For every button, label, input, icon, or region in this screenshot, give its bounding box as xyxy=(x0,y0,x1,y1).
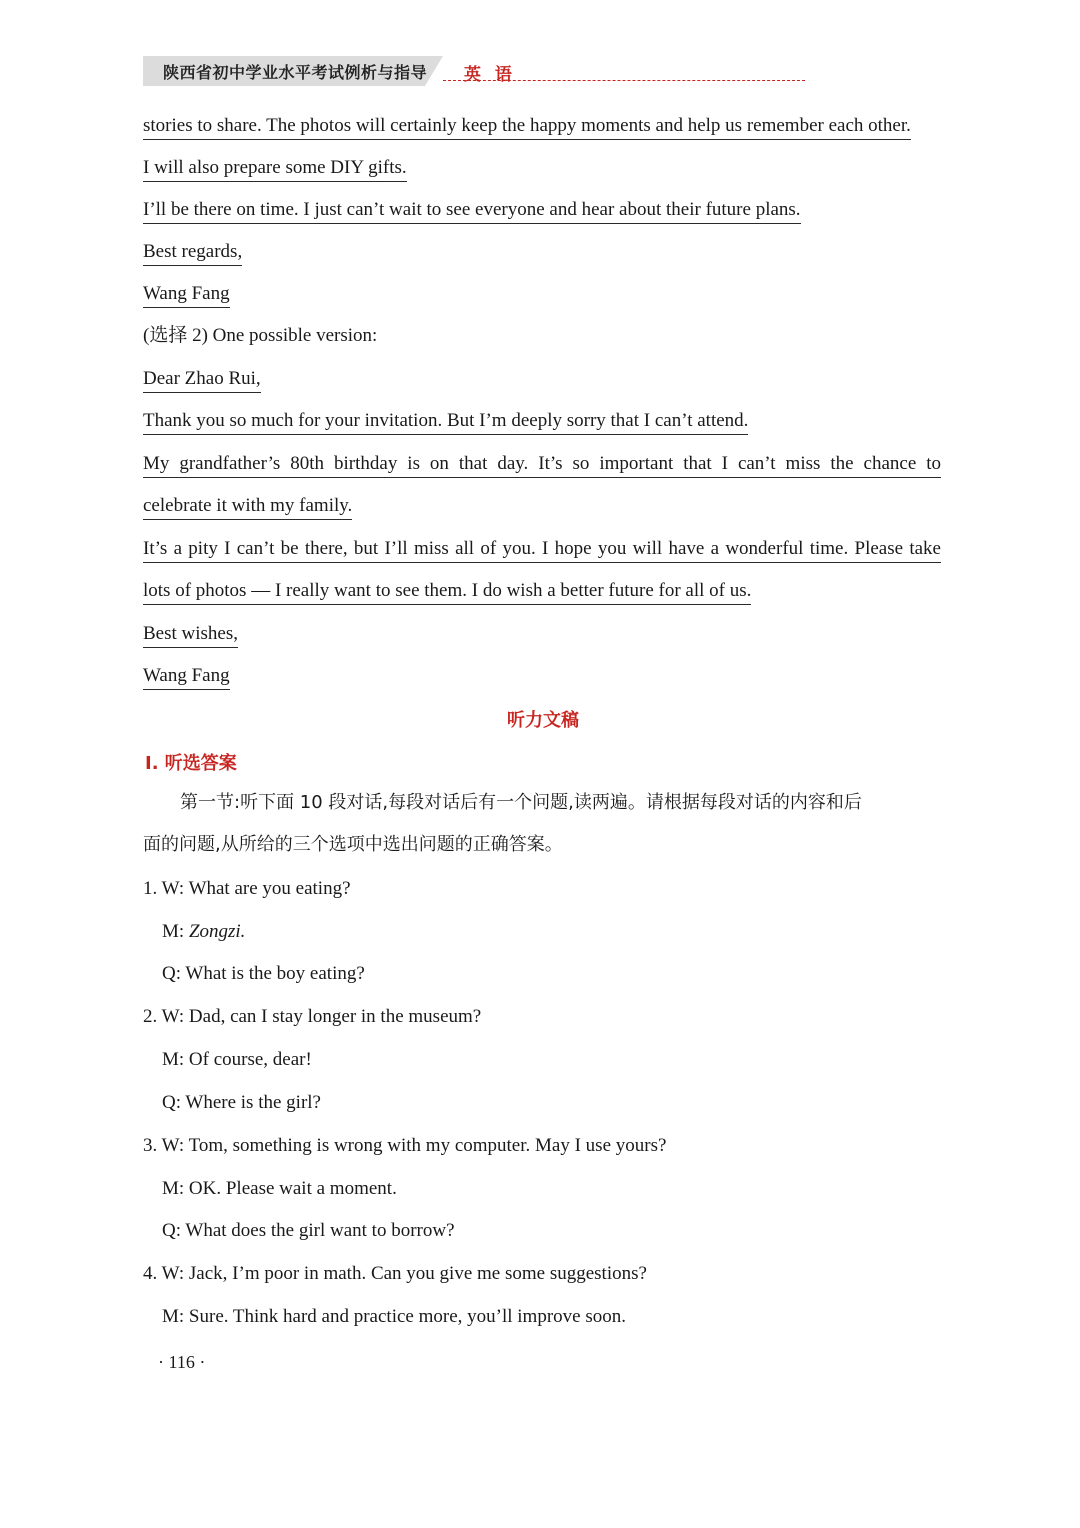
essay1-line2 xyxy=(143,156,407,182)
essay1-signature-text: Wang Fang xyxy=(143,282,230,308)
dialogue3-m: M: OK. Please wait a moment. xyxy=(162,1178,397,1199)
page-number: · 116 · xyxy=(158,1352,206,1372)
essay1-line2-text: I will also prepare some DIY gifts. xyxy=(143,156,407,182)
essay2-signature xyxy=(143,664,230,690)
dialogue2-q: Q: Where is the girl? xyxy=(162,1092,321,1113)
essay2-greeting-text: Dear Zhao Rui, xyxy=(143,367,261,393)
essay2-line5 xyxy=(143,579,751,605)
dialogue1-q: Q: What is the boy eating? xyxy=(162,963,365,984)
subject-label: 英 语 xyxy=(464,65,516,85)
essay1-line1-text: stories to share. The photos will certainly keep the happy moments and help us remember each other. xyxy=(143,114,911,140)
essay2-signature-text: Wang Fang xyxy=(143,664,230,690)
book-title: 陕西省初中学业水平考试例析与指导 xyxy=(163,63,428,82)
essay2-line2 xyxy=(143,452,941,478)
essay2-line5-text: lots of photos — I really want to see them. I do wish a better future for all of us. xyxy=(143,579,751,605)
essay1-line3 xyxy=(143,198,801,224)
dialogue2-m: M: Of course, dear! xyxy=(162,1049,312,1070)
essay2-line3 xyxy=(143,494,352,520)
instruction-line1: 第一节:听下面 10 段对话,每段对话后有一个问题,读两遍。请根据每段对话的内容和后 xyxy=(180,792,862,813)
dialogue1-w: 1. W: What are you eating? xyxy=(143,878,351,899)
essay1-closing xyxy=(143,240,242,266)
essay2-closing xyxy=(143,622,238,648)
essay2-closing-text: Best wishes, xyxy=(143,622,238,648)
essay2-line3-text: celebrate it with my family. xyxy=(143,494,352,520)
essay2-line1-text: Thank you so much for your invitation. But I’m deeply sorry that I can’t attend. xyxy=(143,409,748,435)
essay2-line2-text: My grandfather’s 80th birthday is on that day. It’s so important that I can’t miss the chance to xyxy=(143,452,941,478)
dialogue2-w: 2. W: Dad, can I stay longer in the museum? xyxy=(143,1006,482,1027)
instruction-line2: 面的问题,从所给的三个选项中选出问题的正确答案。 xyxy=(143,834,563,855)
essay2-line4 xyxy=(143,537,941,563)
listening-title: 听力文稿 xyxy=(507,710,579,731)
section-heading: Ⅰ. 听选答案 xyxy=(145,753,237,774)
dialogue3-q: Q: What does the girl want to borrow? xyxy=(162,1220,455,1241)
dialogue1-m-italic: Zongzi. xyxy=(188,921,246,942)
essay2-line4-text: It’s a pity I can’t be there, but I’ll miss all of you. I hope you will have a wonderful time. Please take xyxy=(143,537,941,563)
essay2-line1 xyxy=(143,409,748,435)
dialogue1-m: M: Zongzi. xyxy=(162,921,246,942)
essay1-closing-text: Best regards, xyxy=(143,240,242,266)
dialogue4-m: M: Sure. Think hard and practice more, you’ll improve soon. xyxy=(162,1306,626,1327)
essay1-signature xyxy=(143,282,230,308)
essay1-line1 xyxy=(143,114,911,140)
essay1-line3-text: I’ll be there on time. I just can’t wait to see everyone and hear about their future plans. xyxy=(143,198,801,224)
choice2-label: (选择 2) One possible version: xyxy=(143,325,378,346)
dialogue4-w: 4. W: Jack, I’m poor in math. Can you give me some suggestions? xyxy=(143,1263,647,1284)
dialogue3-w: 3. W: Tom, something is wrong with my computer. May I use yours? xyxy=(143,1135,667,1156)
essay2-greeting xyxy=(143,367,261,393)
header-divider xyxy=(443,80,805,81)
